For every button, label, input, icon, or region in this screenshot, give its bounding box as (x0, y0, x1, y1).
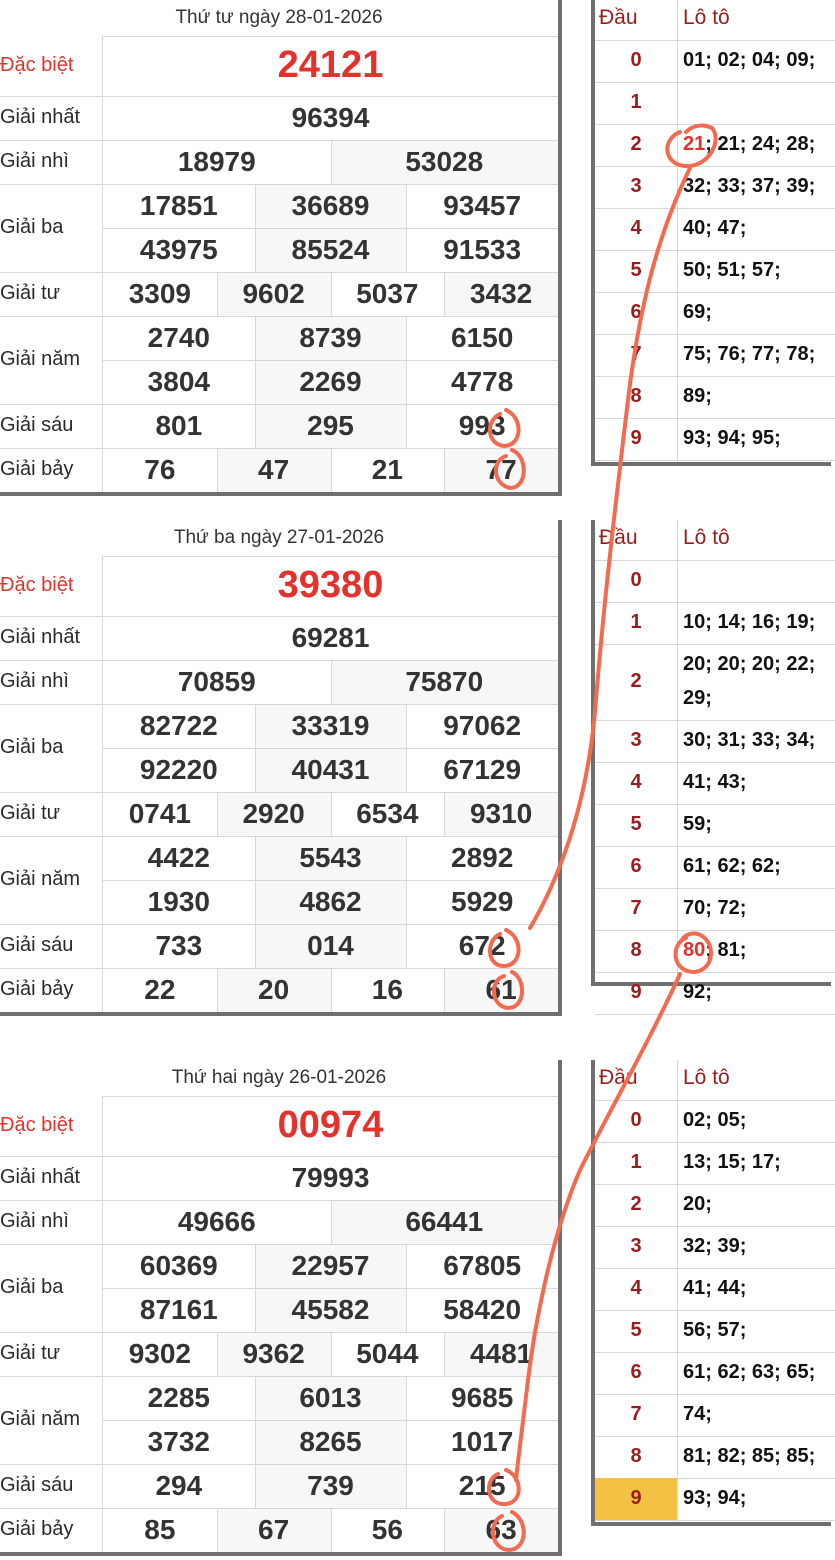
prize-number-g3: 58420 (443, 1294, 522, 1325)
cell-divider (406, 1288, 407, 1332)
loto-values: 89; (683, 385, 712, 407)
prize-number-g5: 1017 (451, 1426, 514, 1457)
cell-divider (406, 836, 407, 880)
cell-divider (255, 880, 256, 924)
cell-divider (406, 360, 407, 404)
loto-row (595, 166, 835, 209)
prize-number-g3: 22957 (291, 1250, 370, 1281)
prize-number-g2: 49666 (177, 1206, 256, 1237)
loto-dau-digit: 1 (630, 611, 642, 633)
prize-number-g5: 6150 (451, 322, 514, 353)
loto-row (595, 1142, 835, 1185)
first-prize-number: 69281 (291, 622, 370, 653)
loto-values: 30; 31; 33; 34; (683, 729, 816, 751)
prize-number-g5: 4778 (451, 366, 514, 397)
prize-number-g3: 60369 (139, 1250, 218, 1281)
loto-row (595, 1394, 835, 1437)
prize-number-g7: 22 (144, 974, 176, 1005)
subrow-divider (103, 1420, 558, 1421)
cell-divider (406, 228, 407, 272)
loto-row (595, 334, 835, 377)
prize-number-g5: 3804 (147, 366, 210, 397)
loto-values: 50; 51; 57; (683, 259, 781, 281)
loto-header-loto: Lô tô (683, 1066, 730, 1089)
prize-label-g5: Giải năm (0, 348, 81, 370)
loto-values: 56; 57; (683, 1319, 747, 1341)
loto-dau-digit: 5 (630, 813, 642, 835)
prize-number-g7: 67 (258, 1514, 290, 1545)
highlighted-number: 80 (683, 939, 706, 961)
loto-dau-digit: 0 (630, 1109, 642, 1131)
loto-dau-digit: 3 (630, 1235, 642, 1257)
result-table (0, 1060, 562, 1556)
cell-divider (255, 404, 256, 448)
prize-label-g1: Giải nhất (0, 1166, 81, 1188)
loto-row (595, 1352, 835, 1395)
loto-dau-digit: 8 (630, 1445, 642, 1467)
loto-dau-digit: 3 (630, 175, 642, 197)
cell-divider (406, 704, 407, 748)
prize-number-g4: 3432 (469, 278, 533, 309)
cell-divider (255, 1376, 256, 1420)
loto-values: 80; 81; (683, 939, 747, 961)
loto-dau-digit: 1 (630, 91, 642, 113)
cell-divider (255, 1464, 256, 1508)
loto-header-dau: Đầu (599, 526, 638, 549)
loto-values-wrap: 29; (683, 687, 712, 709)
cell-divider (217, 1332, 218, 1376)
loto-dau-digit: 2 (630, 670, 642, 692)
prize-number-g7: 47 (258, 454, 290, 485)
cell-divider (255, 748, 256, 792)
cell-divider (331, 272, 332, 316)
cell-divider (255, 704, 256, 748)
highlighted-number: 21 (683, 133, 706, 155)
loto-row (595, 1436, 835, 1479)
loto-values: 20; 20; 20; 22; (683, 653, 816, 675)
cell-divider (406, 316, 407, 360)
cell-divider (406, 924, 407, 968)
prize-number-g2: 18979 (177, 146, 256, 177)
result-table (0, 520, 562, 1016)
loto-dau-digit: 6 (630, 1361, 642, 1383)
loto-row (595, 1268, 835, 1311)
loto-values: 20; (683, 1193, 712, 1215)
loto-dau-digit: 4 (630, 1277, 642, 1299)
loto-dau-digit: 4 (630, 771, 642, 793)
loto-dau-digit: 5 (630, 1319, 642, 1341)
loto-row (595, 292, 835, 335)
prize-label-g4: Giải tư (0, 1342, 61, 1364)
prize-number-g4: 2920 (242, 798, 305, 829)
loto-row (595, 804, 835, 847)
prize-label-g1: Giải nhất (0, 626, 81, 648)
loto-header-loto: Lô tô (683, 6, 730, 29)
subrow-divider (103, 880, 558, 881)
prize-number-g7: 76 (144, 454, 176, 485)
prize-number-g3: 43975 (139, 234, 218, 265)
special-prize-number: 39380 (277, 564, 384, 606)
prize-number-g3: 17851 (139, 190, 218, 221)
cell-divider (331, 1332, 332, 1376)
cell-divider (217, 1508, 218, 1552)
prize-number-g3: 85524 (291, 234, 370, 265)
cell-divider (444, 272, 445, 316)
prize-label-g2: Giải nhì (0, 150, 69, 172)
result-date-title: Thứ ba ngày 27-01-2026 (0, 520, 558, 557)
prize-number-g4: 9362 (242, 1338, 305, 1369)
cell-divider (444, 448, 445, 492)
prize-label-g6: Giải sáu (0, 934, 74, 956)
loto-values: 61; 62; 62; (683, 855, 781, 877)
prize-label-g5: Giải năm (0, 1408, 81, 1430)
loto-values: 75; 76; 77; 78; (683, 343, 816, 365)
prize-label-g7: Giải bảy (0, 1518, 74, 1540)
loto-dau-digit: 6 (630, 855, 642, 877)
prize-number-g4: 9602 (242, 278, 305, 309)
prize-label-g3: Giải ba (0, 1276, 64, 1298)
prize-number-g6: 295 (307, 410, 354, 441)
prize-label-g3: Giải ba (0, 736, 64, 758)
prize-number-g4: 4481 (469, 1338, 533, 1369)
result-date-title: Thứ hai ngày 26-01-2026 (0, 1060, 558, 1097)
prize-number-g6: 294 (155, 1470, 203, 1501)
prize-number-g5: 2285 (147, 1382, 210, 1413)
subrow-divider (103, 228, 558, 229)
subrow-divider (103, 748, 558, 749)
cell-divider (406, 184, 407, 228)
prize-number-g5: 9685 (451, 1382, 514, 1413)
cell-divider (444, 792, 445, 836)
prize-number-g5: 1930 (147, 886, 210, 917)
cell-divider (255, 184, 256, 228)
prize-label-g3: Giải ba (0, 216, 64, 238)
prize-number-g3: 92220 (139, 754, 218, 785)
cell-divider (331, 792, 332, 836)
loto-row (595, 1100, 835, 1143)
cell-divider (406, 748, 407, 792)
prize-number-g5: 2269 (299, 366, 362, 397)
cell-divider (331, 968, 332, 1012)
loto-row (595, 930, 835, 973)
cell-divider (331, 1200, 332, 1244)
prize-label-db: Đặc biệt (0, 574, 74, 596)
prize-number-g2: 53028 (405, 146, 484, 177)
cell-divider (406, 880, 407, 924)
cell-divider (255, 924, 256, 968)
prize-number-g2: 70859 (177, 666, 256, 697)
loto-values: 59; (683, 813, 712, 835)
cell-divider (444, 968, 445, 1012)
loto-dau-digit: 0 (630, 49, 642, 71)
loto-values: 02; 05; (683, 1109, 747, 1131)
loto-dau-digit: 3 (630, 729, 642, 751)
loto-row (595, 644, 835, 721)
cell-divider (331, 448, 332, 492)
loto-header-loto: Lô tô (683, 526, 730, 549)
row-divider (0, 96, 558, 97)
loto-values: 61; 62; 63; 65; (683, 1361, 816, 1383)
loto-row (595, 602, 835, 645)
loto-row (595, 418, 835, 461)
day-block (0, 520, 827, 1020)
loto-row (595, 560, 835, 603)
prize-number-g7: 61 (485, 974, 517, 1005)
prize-number-g5: 4862 (299, 886, 362, 917)
prize-number-g5: 5543 (299, 842, 362, 873)
loto-row (595, 40, 835, 83)
first-prize-number: 79993 (291, 1162, 370, 1193)
loto-values: 69; (683, 301, 712, 323)
prize-number-g3: 45582 (291, 1294, 370, 1325)
prize-number-g4: 6534 (356, 798, 419, 829)
loto-row (595, 1310, 835, 1353)
prize-number-g3: 33319 (291, 710, 370, 741)
loto-row (595, 972, 835, 1015)
loto-header-dau: Đầu (599, 1066, 638, 1089)
cell-divider (331, 1508, 332, 1552)
cell-divider (406, 1464, 407, 1508)
loto-values: 70; 72; (683, 897, 747, 919)
loto-row (595, 720, 835, 763)
special-prize-number: 00974 (277, 1104, 384, 1146)
cell-divider (217, 968, 218, 1012)
prize-number-g5: 4422 (147, 842, 210, 873)
prize-label-g6: Giải sáu (0, 414, 74, 436)
prize-number-g3: 91533 (443, 234, 522, 265)
loto-row (595, 1478, 835, 1521)
cell-divider (255, 316, 256, 360)
cell-divider (406, 1420, 407, 1464)
subrow-divider (103, 360, 558, 361)
cell-divider (406, 1376, 407, 1420)
cell-divider (255, 1244, 256, 1288)
loto-header (595, 1060, 835, 1101)
prize-number-g5: 5929 (451, 886, 514, 917)
prize-label-db: Đặc biệt (0, 1114, 74, 1136)
prize-number-g6: 801 (155, 410, 203, 441)
day-block (0, 0, 827, 500)
loto-dau-digit: 9 (630, 1487, 642, 1509)
loto-row (595, 250, 835, 293)
prize-number-g7: 20 (258, 974, 290, 1005)
loto-values: 32; 39; (683, 1235, 747, 1257)
loto-values: 81; 82; 85; 85; (683, 1445, 816, 1467)
loto-values: 21; 21; 24; 28; (683, 133, 816, 155)
cell-divider (217, 272, 218, 316)
prize-number-g7: 63 (485, 1514, 517, 1545)
cell-divider (255, 836, 256, 880)
prize-number-g6: 215 (458, 1470, 506, 1501)
special-prize-number: 24121 (277, 44, 384, 86)
loto-dau-digit: 2 (630, 133, 642, 155)
loto-dau-digit: 0 (630, 569, 642, 591)
prize-number-g4: 5037 (356, 278, 419, 309)
loto-dau-digit: 9 (630, 427, 642, 449)
prize-label-g4: Giải tư (0, 282, 61, 304)
cell-divider (444, 1332, 445, 1376)
cell-divider (255, 360, 256, 404)
loto-dau-digit: 4 (630, 217, 642, 239)
loto-row (595, 762, 835, 805)
loto-header (595, 520, 835, 561)
result-table (0, 0, 562, 496)
day-block (0, 1060, 827, 1560)
loto-row (595, 888, 835, 931)
prize-label-g2: Giải nhì (0, 1210, 69, 1232)
cell-divider (217, 448, 218, 492)
prize-number-g3: 82722 (139, 710, 218, 741)
cell-divider (406, 1244, 407, 1288)
loto-dau-digit: 9 (630, 981, 642, 1003)
loto-header (595, 0, 835, 41)
loto-dau-digit: 6 (630, 301, 642, 323)
loto-row (595, 1226, 835, 1269)
cell-divider (255, 228, 256, 272)
loto-table (591, 1060, 831, 1526)
prize-label-g7: Giải bảy (0, 978, 74, 1000)
loto-values: 92; (683, 981, 712, 1003)
loto-table (591, 520, 831, 1003)
loto-dau-digit: 5 (630, 259, 642, 281)
prize-number-g7: 16 (371, 974, 403, 1005)
loto-values: 93; 94; (683, 1487, 747, 1509)
loto-row (595, 376, 835, 419)
loto-values: 74; (683, 1403, 712, 1425)
prize-number-g7: 56 (371, 1514, 403, 1545)
row-divider (0, 616, 558, 617)
loto-values: 40; 47; (683, 217, 747, 239)
cell-divider (331, 660, 332, 704)
cell-divider (255, 1420, 256, 1464)
prize-number-g5: 2740 (147, 322, 210, 353)
prize-number-g5: 3732 (147, 1426, 210, 1457)
cell-divider (217, 792, 218, 836)
loto-header-dau: Đầu (599, 6, 638, 29)
prize-number-g5: 6013 (299, 1382, 362, 1413)
prize-number-g5: 2892 (451, 842, 514, 873)
subrow-divider (103, 1288, 558, 1289)
prize-number-g4: 9310 (469, 798, 533, 829)
loto-values: 10; 14; 16; 19; (683, 611, 816, 633)
cell-divider (331, 140, 332, 184)
prize-number-g6: 672 (458, 930, 506, 961)
loto-dau-digit: 8 (630, 385, 642, 407)
loto-dau-digit: 7 (630, 343, 642, 365)
prize-number-g4: 5044 (356, 1338, 419, 1369)
loto-row (595, 82, 835, 125)
cell-divider (406, 404, 407, 448)
result-date-title: Thứ tư ngày 28-01-2026 (0, 0, 558, 37)
prize-number-g6: 014 (307, 930, 354, 961)
prize-label-g5: Giải năm (0, 868, 81, 890)
prize-number-g3: 40431 (291, 754, 370, 785)
loto-dau-digit: 7 (630, 1403, 642, 1425)
prize-label-g2: Giải nhì (0, 670, 69, 692)
cell-divider (444, 1508, 445, 1552)
prize-number-g7: 21 (371, 454, 403, 485)
prize-number-g3: 93457 (443, 190, 522, 221)
prize-number-g6: 739 (307, 1470, 354, 1501)
row-divider (0, 1156, 558, 1157)
prize-number-g5: 8739 (299, 322, 362, 353)
loto-row (595, 208, 835, 251)
prize-number-g3: 36689 (291, 190, 370, 221)
loto-table (591, 0, 831, 466)
prize-number-g6: 993 (458, 410, 506, 441)
loto-dau-digit: 7 (630, 897, 642, 919)
loto-dau-digit: 2 (630, 1193, 642, 1215)
loto-row (595, 846, 835, 889)
loto-row (595, 124, 835, 167)
prize-number-g4: 0741 (128, 798, 192, 829)
prize-label-g4: Giải tư (0, 802, 61, 824)
prize-label-g1: Giải nhất (0, 106, 81, 128)
loto-values: 13; 15; 17; (683, 1151, 781, 1173)
prize-number-g4: 3309 (128, 278, 192, 309)
prize-number-g2: 75870 (405, 666, 484, 697)
prize-label-g7: Giải bảy (0, 458, 74, 480)
prize-number-g3: 87161 (139, 1294, 218, 1325)
first-prize-number: 96394 (291, 102, 370, 133)
loto-values: 93; 94; 95; (683, 427, 781, 449)
loto-values: 41; 43; (683, 771, 747, 793)
loto-values: 01; 02; 04; 09; (683, 49, 816, 71)
prize-number-g3: 97062 (443, 710, 522, 741)
prize-number-g5: 8265 (299, 1426, 362, 1457)
prize-number-g4: 9302 (128, 1338, 192, 1369)
prize-label-db: Đặc biệt (0, 54, 74, 76)
prize-number-g6: 733 (155, 930, 203, 961)
prize-label-g6: Giải sáu (0, 1474, 74, 1496)
loto-values: 41; 44; (683, 1277, 747, 1299)
prize-number-g7: 77 (485, 454, 517, 485)
prize-number-g3: 67805 (443, 1250, 522, 1281)
cell-divider (255, 1288, 256, 1332)
loto-dau-digit: 8 (630, 939, 642, 961)
prize-number-g2: 66441 (405, 1206, 484, 1237)
loto-dau-digit: 1 (630, 1151, 642, 1173)
loto-row (595, 1184, 835, 1227)
prize-number-g3: 67129 (443, 754, 522, 785)
prize-number-g7: 85 (144, 1514, 176, 1545)
loto-values: 32; 33; 37; 39; (683, 175, 816, 197)
